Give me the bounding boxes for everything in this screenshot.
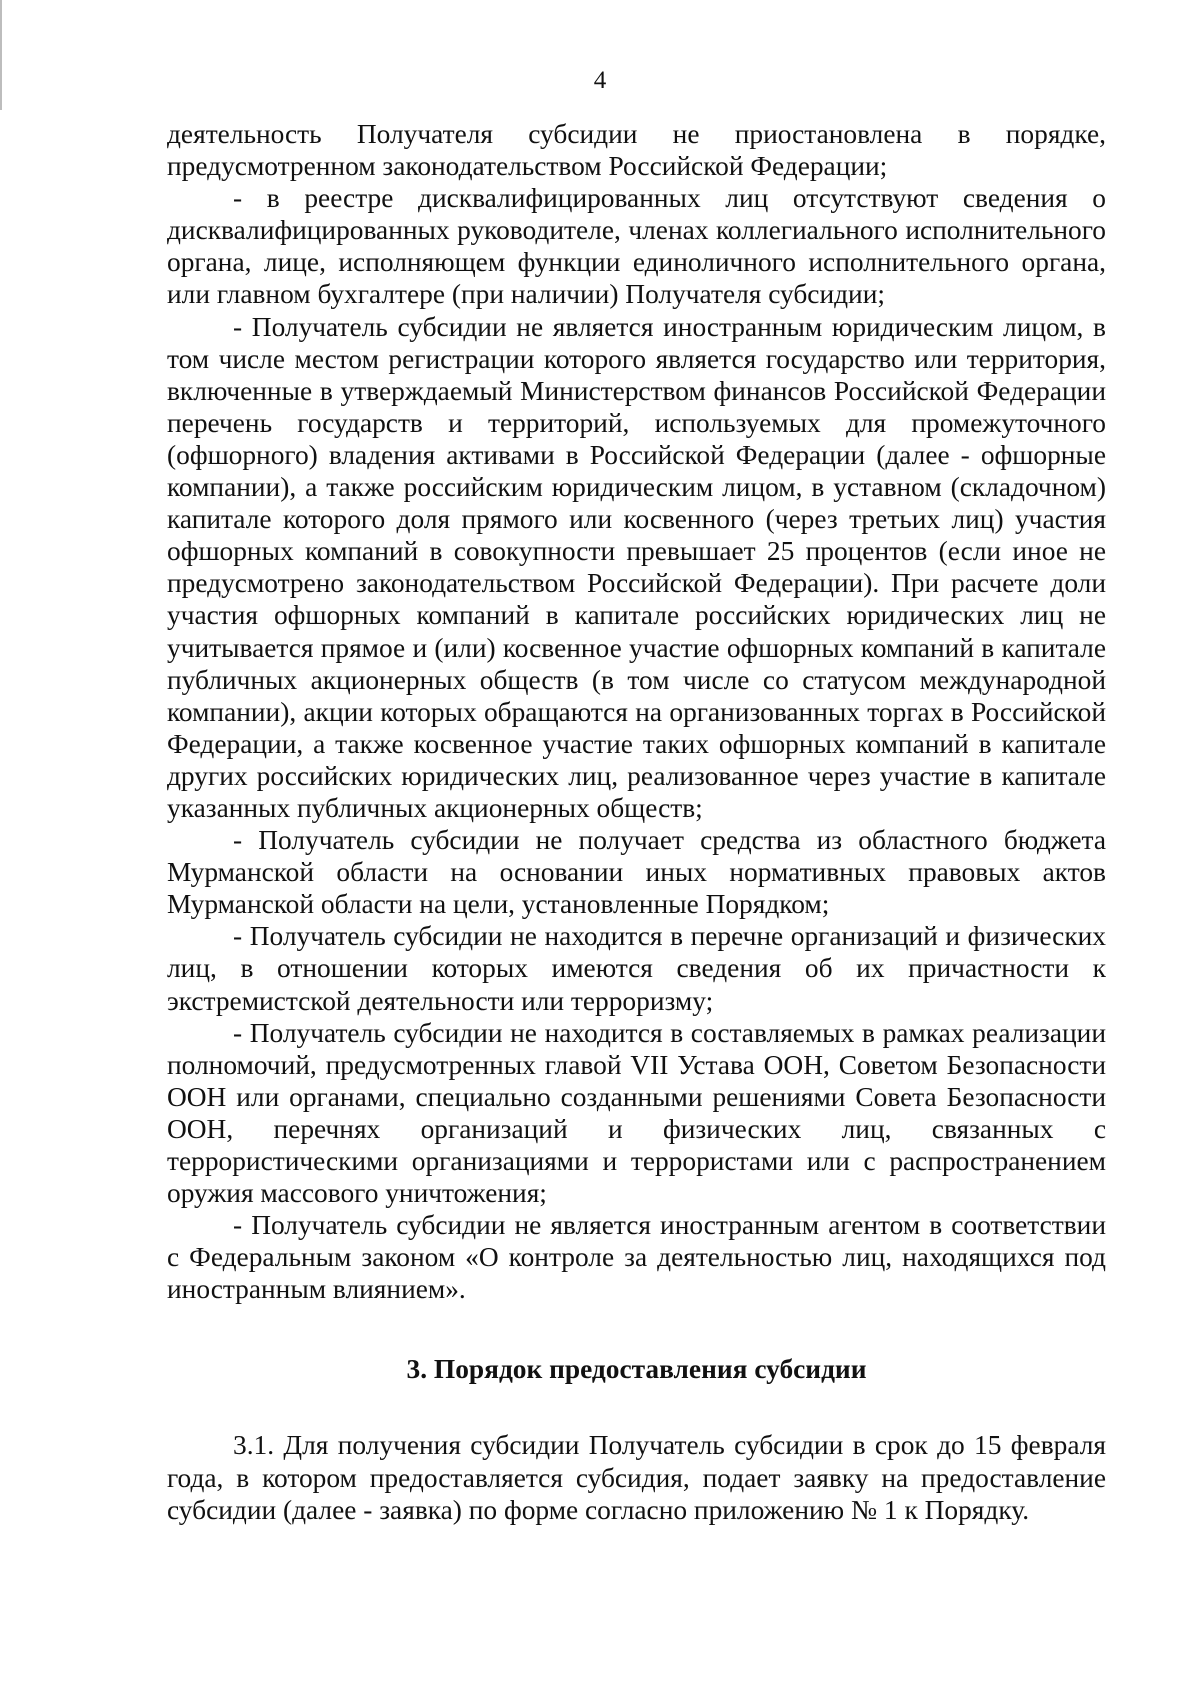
section-heading: 3. Порядок предоставления субсидии (406, 1354, 867, 1385)
paragraph-extremism-list: - Получатель субсидии не находится в перечне организаций и физических лиц, в отношении которых имеются сведения об их причастности к экстремистской деятельности или терроризму; (167, 921, 1106, 1016)
paragraph-un-sanctions: - Получатель субсидии не находится в составляемых в рамках реализации полномочий, предусмотренных главой VII Устава ООН, Советом Безопасности ООН или органами, специально созданными решениями Совета Безопасности ООН, перечнях организаций и физических лиц, связанных с террористическими организациями и террористами или с распространением оружия массового уничтожения; (167, 1017, 1106, 1209)
paragraph-foreign-agent: - Получатель субсидии не является иностранным агентом в соответствии с Федеральным законом «О контроле за деятельностью лиц, находящихся под иностранным влиянием». (167, 1210, 1106, 1305)
document-body (167, 118, 1106, 1526)
paragraph-3-1: 3.1. Для получения субсидии Получатель субсидии в срок до 15 февраля года, в котором предоставляется субсидия, подает заявку на предоставление субсидии (далее - заявка) по форме согласно приложению № 1 к Порядку. (167, 1430, 1106, 1525)
paragraph-disqualified-registry: - в реестре дисквалифицированных лиц отсутствуют сведения о дисквалифицированных руководителе, членах коллегиального исполнительного органа, лице, исполняющем функции единоличного исполнительного органа, или главном бухгалтере (при наличии) Получателя субсидии; (167, 183, 1106, 310)
page-number: 4 (593, 67, 607, 94)
paragraph-continuation: деятельность Получателя субсидии не приостановлена в порядке, предусмотренном законодательством Российской Федерации; (167, 119, 1106, 182)
paragraph-offshore-companies: - Получатель субсидии не является иностранным юридическим лицом, в том числе местом регистрации которого является государство или территория, включенные в утверждаемый Министерством финансов Российской Федерации перечень государств и территорий, используемых для промежуточного (офшорного) владения активами в Российской Федерации (далее - офшорные компании), а также российским юридическим лицом, в уставном (складочном) капитале которого доля прямого или косвенного (через третьих лиц) участия офшорных компаний в совокупности превышает 25 процентов (если иное не предусмотрено законодательством Российской Федерации). При расчете доли участия офшорных компаний в капитале российских юридических лиц не учитывается прямое и (или) косвенное участие офшорных компаний в капитале публичных акционерных обществ (в том числе со статусом международной компании), акции которых обращаются на организованных торгах в Российской Федерации, а также косвенное участие таких офшорных компаний в капитале других российских юридических лиц, реализованное через участие в капитале указанных публичных акционерных обществ; (167, 311, 1106, 823)
paragraph-regional-budget: - Получатель субсидии не получает средства из областного бюджета Мурманской области на основании иных нормативных правовых актов Мурманской области на цели, установленные Порядком; (167, 825, 1106, 920)
